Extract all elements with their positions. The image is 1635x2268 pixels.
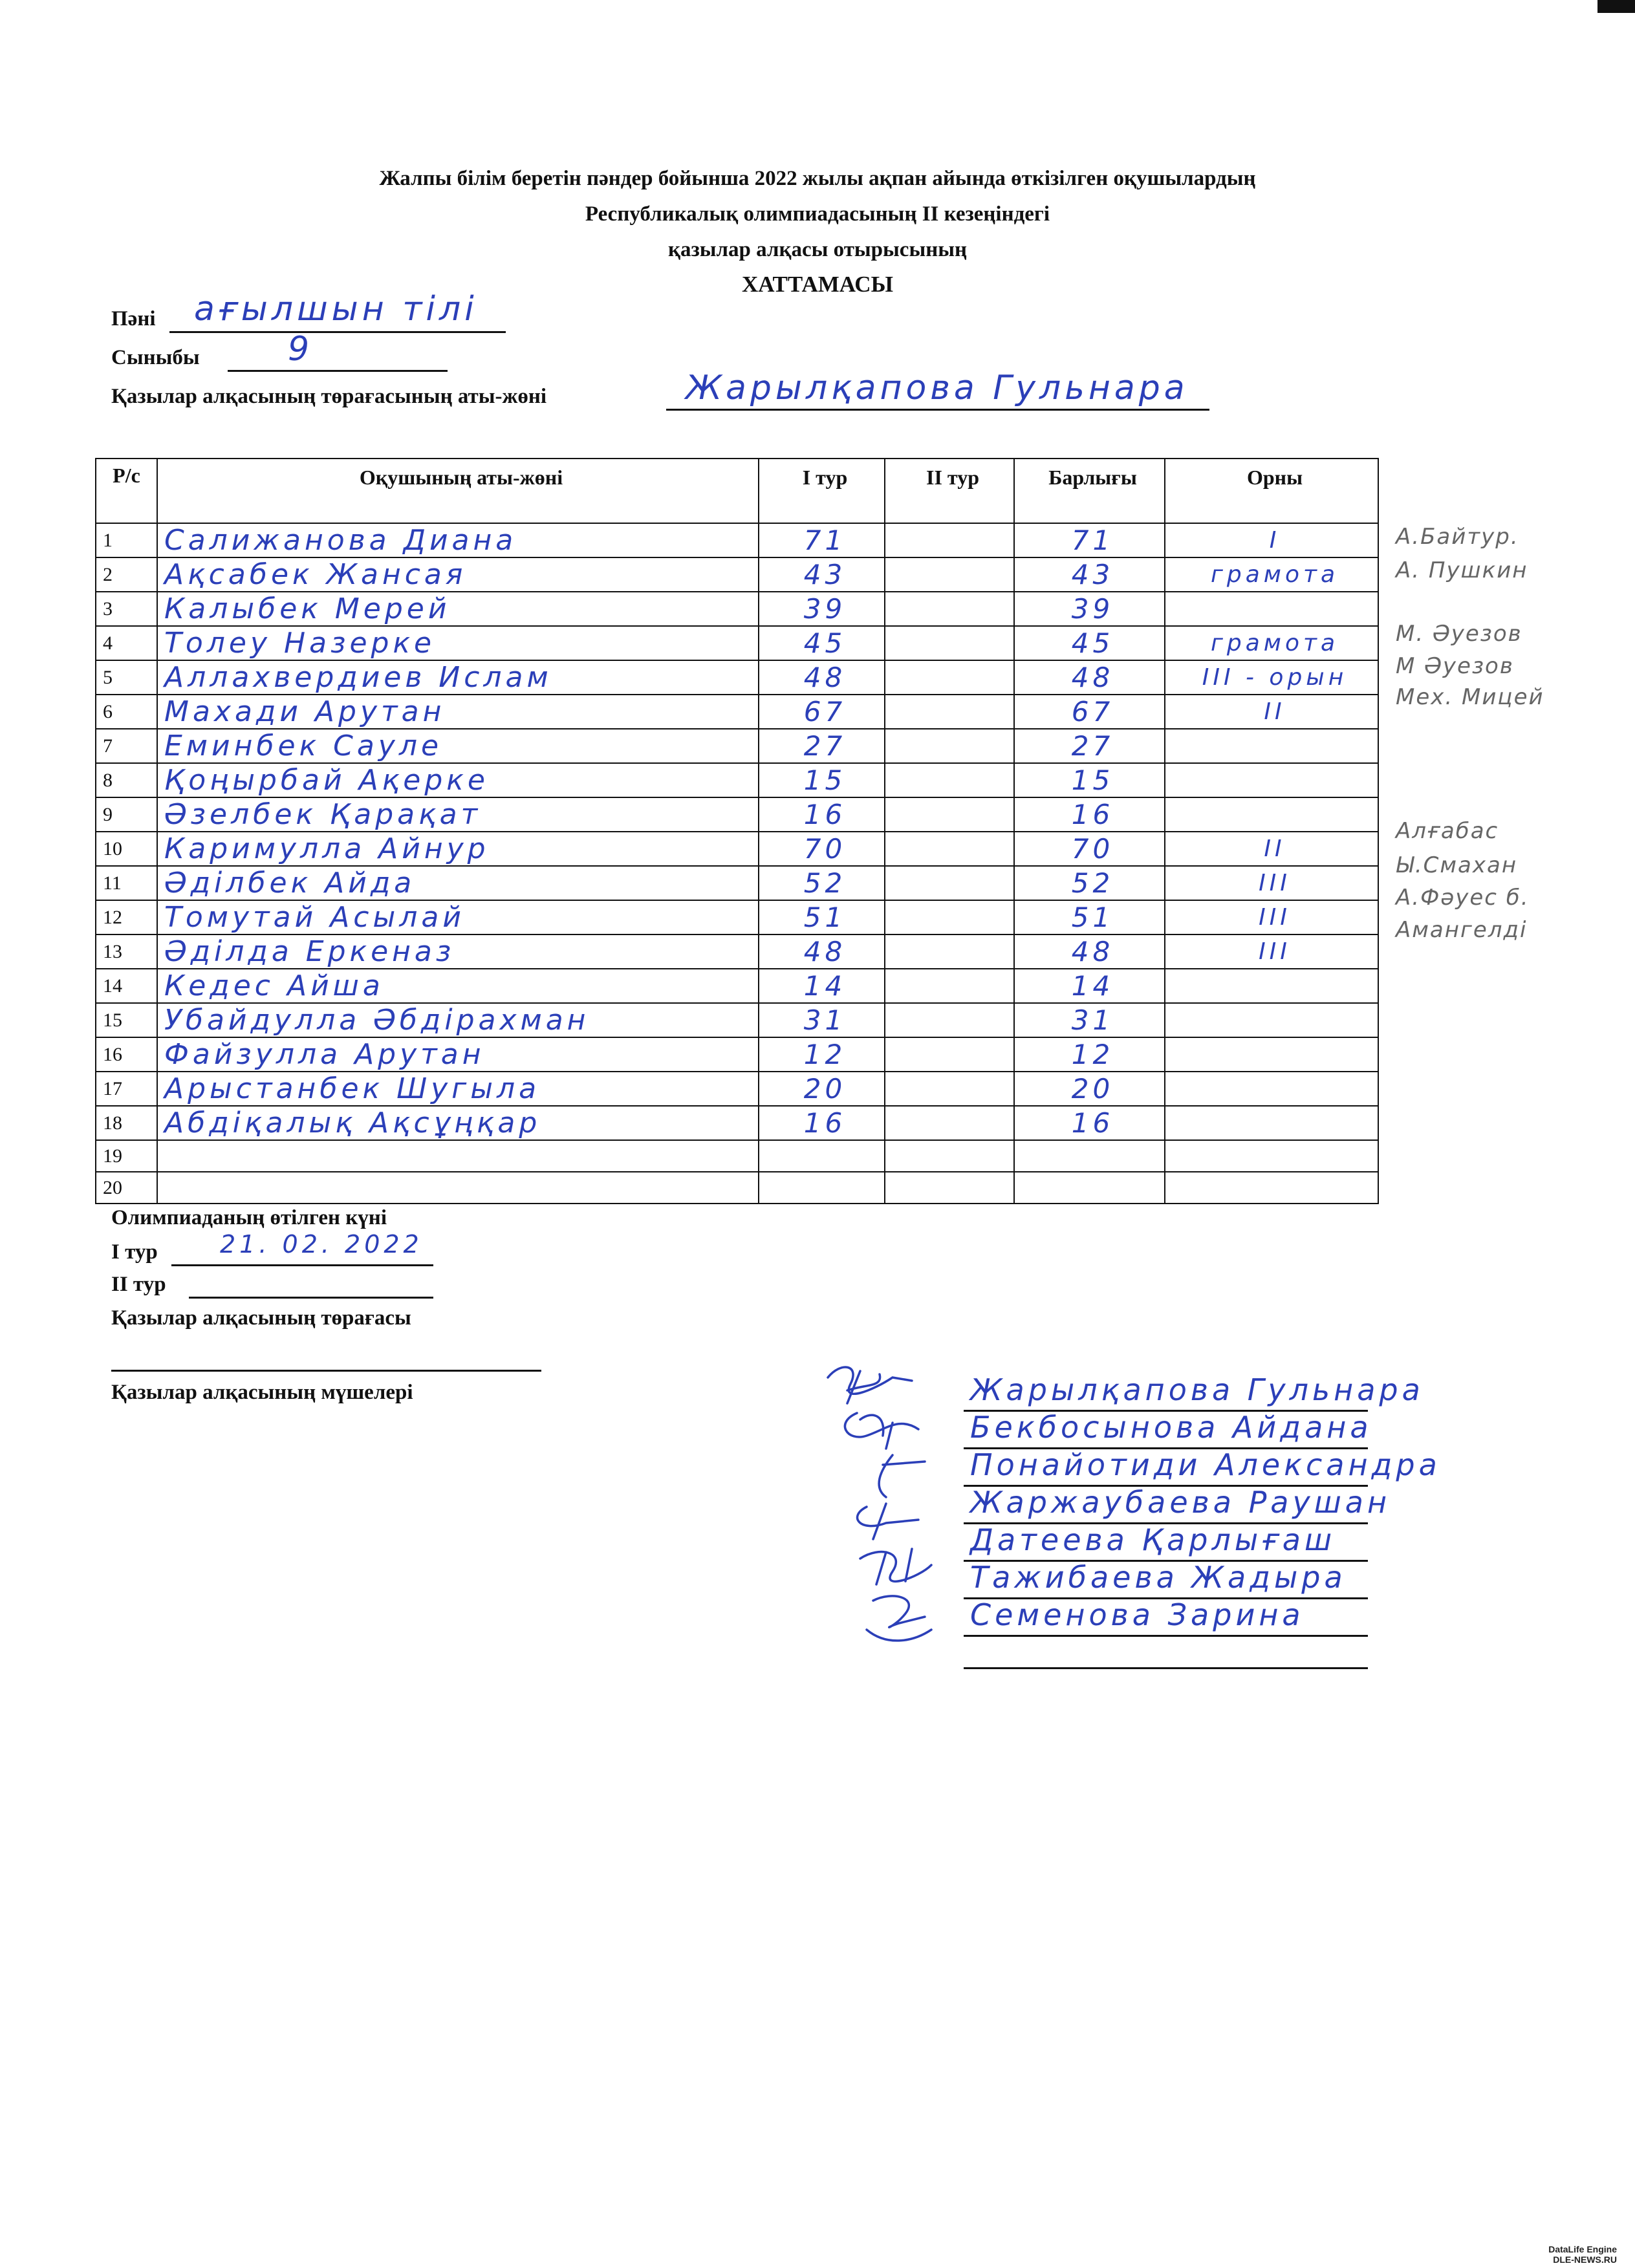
- cell-t2: [885, 900, 1014, 934]
- side-note: М. Әуезов: [1396, 621, 1522, 647]
- cell-name: Махади Арутан: [157, 695, 759, 729]
- cell-name: Әділда Еркеназ: [157, 934, 759, 969]
- cell-name: Салижанова Диана: [157, 523, 759, 557]
- grade-underline: [228, 370, 448, 372]
- cell-name: Қоңырбай Ақерке: [157, 763, 759, 797]
- cell-num: 16: [96, 1037, 157, 1072]
- cell-num: 2: [96, 557, 157, 592]
- cell-name: Каримулла Айнур: [157, 832, 759, 866]
- cell-t1: 31: [759, 1003, 885, 1037]
- cell-num: 3: [96, 592, 157, 626]
- cell-t2: [885, 1140, 1014, 1172]
- cell-t2: [885, 695, 1014, 729]
- header-line-2: Республикалық олимпиадасының ІІ кезеңіндегі: [585, 202, 1050, 226]
- cell-total: 52: [1014, 866, 1165, 900]
- cell-total: [1014, 1172, 1165, 1204]
- cell-num: 4: [96, 626, 157, 660]
- cell-name: [157, 1172, 759, 1204]
- side-note: А.Байтур.: [1396, 524, 1519, 550]
- cell-t2: [885, 934, 1014, 969]
- member-signature-name: Жарылқапова Гульнара: [970, 1372, 1424, 1407]
- tour-2-underline: [189, 1297, 433, 1299]
- header-name: Оқушының аты-жөні: [157, 459, 759, 523]
- cell-total: 20: [1014, 1072, 1165, 1106]
- member-signature-line-empty: [964, 1667, 1368, 1669]
- scan-corner-mark: [1597, 0, 1635, 13]
- cell-num: 15: [96, 1003, 157, 1037]
- header-place: Орны: [1165, 459, 1378, 523]
- cell-num: 12: [96, 900, 157, 934]
- cell-num: 8: [96, 763, 157, 797]
- cell-t2: [885, 557, 1014, 592]
- cell-total: 14: [1014, 969, 1165, 1003]
- member-signature-line: [964, 1635, 1368, 1637]
- cell-name: Кедес Айша: [157, 969, 759, 1003]
- table-row: [96, 1106, 1378, 1140]
- cell-num: 6: [96, 695, 157, 729]
- cell-t2: [885, 763, 1014, 797]
- chair-value: Жарылқапова Гульнара: [686, 369, 1189, 407]
- tour-1-date: 21. 02. 2022: [220, 1230, 423, 1258]
- cell-t2: [885, 626, 1014, 660]
- table-row: [96, 969, 1378, 1003]
- grade-value: 9: [288, 330, 314, 369]
- cell-t1: 48: [759, 660, 885, 695]
- cell-num: 10: [96, 832, 157, 866]
- cell-t2: [885, 1106, 1014, 1140]
- chair-label: Қазылар алқасының төрағасының аты-жөні: [111, 385, 547, 408]
- table-header-row: [96, 459, 1378, 523]
- cell-name: Калыбек Мерей: [157, 592, 759, 626]
- cell-t1: 14: [759, 969, 885, 1003]
- chair-signature-label: Қазылар алқасының төрағасы: [111, 1306, 411, 1330]
- side-note: Алғабас: [1396, 818, 1499, 844]
- cell-num: 13: [96, 934, 157, 969]
- cell-total: 16: [1014, 1106, 1165, 1140]
- cell-name: [157, 1140, 759, 1172]
- cell-total: 31: [1014, 1003, 1165, 1037]
- cell-name: Әділбек Айда: [157, 866, 759, 900]
- cell-t1: 15: [759, 763, 885, 797]
- cell-place: [1165, 1003, 1378, 1037]
- cell-t1: 43: [759, 557, 885, 592]
- date-label: Олимпиаданың өтілген күні: [111, 1206, 387, 1229]
- side-note: А. Пушкин: [1396, 557, 1528, 583]
- cell-t2: [885, 866, 1014, 900]
- handwritten-signatures-scribble: [821, 1358, 990, 1656]
- tour-2-label: ІІ тур: [111, 1273, 166, 1296]
- cell-place: [1165, 1037, 1378, 1072]
- cell-num: 19: [96, 1140, 157, 1172]
- cell-num: 7: [96, 729, 157, 763]
- header-num: Р/с: [96, 459, 157, 523]
- cell-place: [1165, 1140, 1378, 1172]
- member-signature-name: Тажибаева Жадыра: [970, 1560, 1347, 1595]
- table-row: [96, 1172, 1378, 1204]
- subject-underline: [169, 331, 506, 333]
- cell-total: 48: [1014, 660, 1165, 695]
- cell-name: Аллахвердиев Ислам: [157, 660, 759, 695]
- member-signature-name: Семенова Зарина: [970, 1597, 1305, 1632]
- cell-t1: 51: [759, 900, 885, 934]
- cell-place: [1165, 729, 1378, 763]
- table-row: [96, 763, 1378, 797]
- members-label: Қазылар алқасының мүшелері: [111, 1381, 413, 1404]
- cell-name: Арыстанбек Шугыла: [157, 1072, 759, 1106]
- cell-t1: 48: [759, 934, 885, 969]
- cell-t2: [885, 660, 1014, 695]
- cell-t2: [885, 1072, 1014, 1106]
- member-signature-name: Жаржаубаева Раушан: [970, 1485, 1391, 1520]
- cell-num: 9: [96, 797, 157, 832]
- table-row: [96, 1037, 1378, 1072]
- cell-total: 27: [1014, 729, 1165, 763]
- tour-1-underline: [171, 1264, 433, 1266]
- cell-t2: [885, 1037, 1014, 1072]
- header-line-3: қазылар алқасы отырысының: [668, 238, 967, 261]
- table-row: [96, 729, 1378, 763]
- cell-name: Ақсабек Жансая: [157, 557, 759, 592]
- cell-t2: [885, 1172, 1014, 1204]
- cell-t1: 70: [759, 832, 885, 866]
- side-note: Мех. Мицей: [1396, 684, 1544, 710]
- cell-place: [1165, 1106, 1378, 1140]
- table-row: [96, 695, 1378, 729]
- cell-name: Файзулла Арутан: [157, 1037, 759, 1072]
- cell-total: 51: [1014, 900, 1165, 934]
- cell-name: Абдіқалық Ақсұңқар: [157, 1106, 759, 1140]
- header-tour-1: І тур: [759, 459, 885, 523]
- table-row: [96, 797, 1378, 832]
- watermark: [1548, 2244, 1617, 2265]
- cell-place: І: [1165, 523, 1378, 557]
- cell-total: 67: [1014, 695, 1165, 729]
- side-note: Ы.Смахан: [1396, 852, 1518, 878]
- cell-place: грамота: [1165, 626, 1378, 660]
- header-tour-2: ІІ тур: [885, 459, 1014, 523]
- table-row: [96, 557, 1378, 592]
- table-row: [96, 1072, 1378, 1106]
- table-row: [96, 592, 1378, 626]
- cell-place: [1165, 763, 1378, 797]
- cell-t1: [759, 1140, 885, 1172]
- cell-t1: 71: [759, 523, 885, 557]
- cell-total: 71: [1014, 523, 1165, 557]
- cell-place: [1165, 969, 1378, 1003]
- cell-t2: [885, 832, 1014, 866]
- cell-t1: 16: [759, 797, 885, 832]
- cell-place: [1165, 1172, 1378, 1204]
- cell-total: 45: [1014, 626, 1165, 660]
- subject-label: Пәні: [111, 307, 156, 330]
- header-total: Барлығы: [1014, 459, 1165, 523]
- table-row: [96, 866, 1378, 900]
- cell-t1: 12: [759, 1037, 885, 1072]
- cell-num: 18: [96, 1106, 157, 1140]
- cell-total: 16: [1014, 797, 1165, 832]
- cell-t2: [885, 523, 1014, 557]
- cell-t1: 45: [759, 626, 885, 660]
- cell-total: 39: [1014, 592, 1165, 626]
- cell-place: ІІІ: [1165, 866, 1378, 900]
- cell-t1: 20: [759, 1072, 885, 1106]
- cell-place: грамота: [1165, 557, 1378, 592]
- table-row: [96, 660, 1378, 695]
- cell-total: 70: [1014, 832, 1165, 866]
- cell-name: Әзелбек Қарақат: [157, 797, 759, 832]
- cell-t1: [759, 1172, 885, 1204]
- cell-num: 5: [96, 660, 157, 695]
- watermark-line-2: DLE-NEWS.RU: [1553, 2254, 1617, 2265]
- grade-label: Сыныбы: [111, 346, 200, 369]
- chair-signature-underline: [111, 1370, 541, 1372]
- cell-place: ІІІ: [1165, 900, 1378, 934]
- table-row: [96, 934, 1378, 969]
- cell-total: [1014, 1140, 1165, 1172]
- member-signature-name: Бекбосынова Айдана: [970, 1410, 1372, 1445]
- cell-place: ІІ: [1165, 695, 1378, 729]
- cell-name: Толеу Назерке: [157, 626, 759, 660]
- cell-place: [1165, 797, 1378, 832]
- cell-num: 17: [96, 1072, 157, 1106]
- results-table: [95, 458, 1379, 1204]
- cell-t2: [885, 729, 1014, 763]
- cell-t2: [885, 592, 1014, 626]
- cell-total: 48: [1014, 934, 1165, 969]
- cell-name: Еминбек Сауле: [157, 729, 759, 763]
- side-note: М Әуезов: [1396, 653, 1514, 679]
- cell-place: [1165, 1072, 1378, 1106]
- document-title: ХАТТАМАСЫ: [742, 272, 893, 297]
- table-row: [96, 1140, 1378, 1172]
- member-signature-name: Понайотиди Александра: [970, 1447, 1441, 1482]
- tour-1-label: І тур: [111, 1240, 158, 1264]
- cell-place: [1165, 592, 1378, 626]
- cell-name: Томутай Асылай: [157, 900, 759, 934]
- cell-place: ІІІ - орын: [1165, 660, 1378, 695]
- table-row: [96, 900, 1378, 934]
- cell-place: ІІ: [1165, 832, 1378, 866]
- cell-total: 12: [1014, 1037, 1165, 1072]
- cell-t1: 39: [759, 592, 885, 626]
- subject-value: ағылшын тілі: [194, 290, 478, 329]
- side-note: А.Фәуес б.: [1396, 885, 1530, 911]
- cell-name: Убайдулла Әбдірахман: [157, 1003, 759, 1037]
- cell-total: 15: [1014, 763, 1165, 797]
- member-signature-name: Датеева Қарлығаш: [970, 1522, 1336, 1557]
- cell-t2: [885, 1003, 1014, 1037]
- table-row: [96, 523, 1378, 557]
- cell-num: 11: [96, 866, 157, 900]
- cell-t2: [885, 797, 1014, 832]
- cell-t1: 16: [759, 1106, 885, 1140]
- cell-num: 1: [96, 523, 157, 557]
- cell-t1: 27: [759, 729, 885, 763]
- header-line-1: Жалпы білім беретін пәндер бойынша 2022 жылы ақпан айында өткізілген оқушылардың: [379, 167, 1256, 190]
- table-row: [96, 626, 1378, 660]
- cell-num: 20: [96, 1172, 157, 1204]
- cell-t2: [885, 969, 1014, 1003]
- cell-total: 43: [1014, 557, 1165, 592]
- side-note: Амангелді: [1396, 917, 1528, 943]
- cell-t1: 52: [759, 866, 885, 900]
- table-row: [96, 1003, 1378, 1037]
- cell-place: ІІІ: [1165, 934, 1378, 969]
- cell-num: 14: [96, 969, 157, 1003]
- cell-t1: 67: [759, 695, 885, 729]
- watermark-line-1: DataLife Engine: [1548, 2244, 1617, 2254]
- chair-underline: [666, 409, 1209, 411]
- table-row: [96, 832, 1378, 866]
